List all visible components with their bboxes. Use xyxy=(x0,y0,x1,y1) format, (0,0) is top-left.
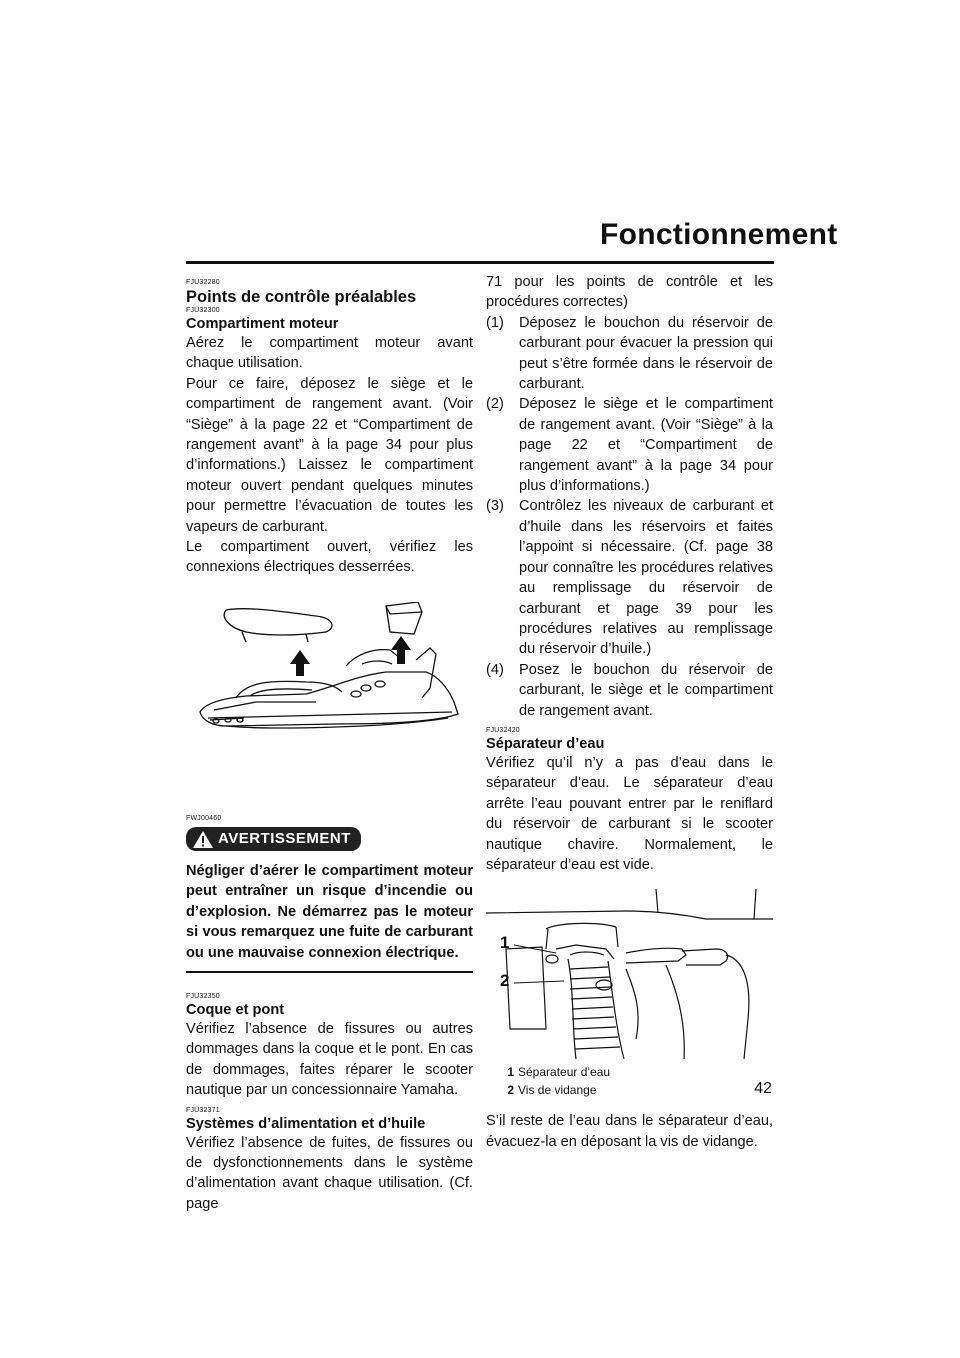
list-item: (2) Déposez le siège et le compartiment de rangement avant. (Voir “Siège” à la page 22 et “Compartiment de rangement avant” à la page 34 pour plus d’informations.) xyxy=(486,396,773,495)
caption-item: 1 Séparateur d’eau xyxy=(507,1065,611,1080)
warning-box xyxy=(186,827,473,973)
paragraph: S’il reste de l’eau dans le séparateur d’eau, évacuez-la en déposant la vis de vidange. xyxy=(486,1113,773,1150)
section-heading: Points de contrôle préalables xyxy=(186,288,417,306)
paragraph: Pour ce faire, déposez le siège et le compartiment de rangement avant. (Voir “Siège” à la page 22 et “Compartiment de rangement avant” à la page 34 pour plus d’informations.) Laissez le compartiment moteur ouvert pendant quelques minutes pour permettre l’évacuation de toutes les vapeurs de carburant. xyxy=(186,375,473,535)
warning-code: FWJ00460 xyxy=(186,814,222,822)
water-separator-photo xyxy=(486,889,773,1059)
warning-text: Négliger d’aérer le compartiment moteur peut entraîner un risque d’incendie ou d’explosion. Ne démarrez pas le moteur si vous remarquez une fuite de carburant ou une mauvaise connexion électrique. xyxy=(186,862,473,961)
header-rule xyxy=(186,261,774,264)
section-code: FJU32420 xyxy=(486,726,520,734)
warning-bottom-rule xyxy=(186,971,473,973)
page-title: Fonctionnement xyxy=(600,218,838,251)
list-item: (1) Déposez le bouchon du réservoir de carburant pour évacuer la pression qui peut s’être formée dans le réservoir de carburant. xyxy=(486,314,773,393)
paragraph: Aérez le compartiment moteur avant chaque utilisation. xyxy=(186,335,473,372)
subsection-heading: Coque et pont xyxy=(186,1002,285,1019)
callout-1: 1 xyxy=(500,933,510,953)
paragraph: Vérifiez qu’il n’y a pas d’eau dans le séparateur d’eau. Le séparateur d’eau arrête l’eau pouvant entrer par le reniflard du réservoir de carburant si le scooter nautique chavire. Normalement, le séparateur d’eau est vide. xyxy=(486,754,773,873)
section-code: FJU32280 xyxy=(186,279,220,286)
paragraph: Le compartiment ouvert, vérifiez les connexions électriques desserrées. xyxy=(186,539,473,576)
callout-2: 2 xyxy=(500,971,510,991)
list-item: (4) Posez le bouchon du réservoir de carburant, le siège et le compartiment de rangement avant. xyxy=(486,661,773,719)
warning-badge xyxy=(186,827,361,851)
paragraph: Vérifiez l’absence de fissures ou autres dommages dans la coque et le pont. En cas de dommages, faites réparer le scooter nautique par un concessionnaire Yamaha. xyxy=(186,1021,473,1099)
left-column xyxy=(186,279,473,1214)
page-number: 42 xyxy=(754,1080,772,1097)
procedure-list xyxy=(486,313,773,721)
section-code: FJU32371 xyxy=(186,1106,220,1114)
paragraph: 71 pour les points de contrôle et les procédures correctes) xyxy=(486,274,773,311)
paragraph: Vérifiez l’absence de fuites, de fissures ou de dysfonctionnements dans le système d’alimentation avant chaque utilisation. (Cf. page xyxy=(186,1134,473,1212)
warning-triangle-icon xyxy=(192,830,214,849)
jetski-illustration xyxy=(186,602,473,797)
list-item: (3) Contrôlez les niveaux de carburant et d’huile dans les réservoirs et faites l’appoint si nécessaire. (Cf. page 38 pour connaître les procédures relatives au remplissage du réservoir de carburant et page 39 pour les procédures relatives au remplissage du réservoir d’huile.) xyxy=(486,498,773,658)
section-code: FJU32350 xyxy=(186,993,220,1001)
caption-item: 2 Vis de vidange xyxy=(507,1083,597,1098)
subsection-heading: Systèmes d’alimentation et d’huile xyxy=(186,1115,426,1132)
section-code: FJU32300 xyxy=(186,307,220,314)
warning-label: AVERTISSEMENT xyxy=(218,829,351,847)
subsection-heading: Compartiment moteur xyxy=(186,316,339,332)
right-column xyxy=(486,272,773,1152)
subsection-heading: Séparateur d’eau xyxy=(486,735,605,752)
